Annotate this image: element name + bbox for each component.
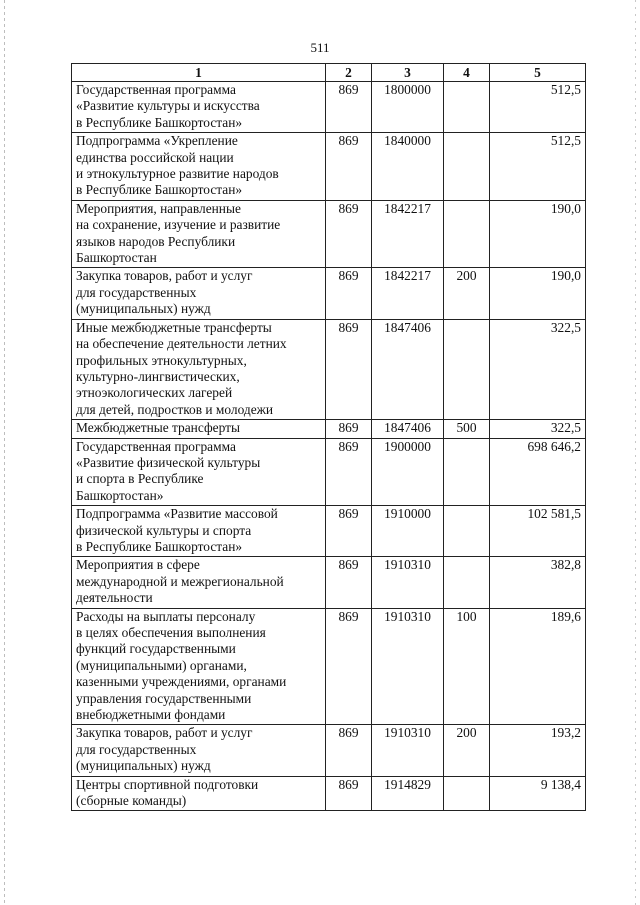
row-name: Государственная программа «Развитие культуры и искусства в Республике Башкортостан» xyxy=(72,82,326,133)
row-amount: 512,5 xyxy=(490,133,586,201)
row-name: Закупка товаров, работ и услуг для государственных (муниципальных) нужд xyxy=(72,268,326,319)
row-target-code: 1910310 xyxy=(372,725,444,776)
row-amount: 9 138,4 xyxy=(490,776,586,811)
row-ministry-code: 869 xyxy=(326,82,372,133)
row-expense-code xyxy=(444,506,490,557)
row-ministry-code: 869 xyxy=(326,438,372,506)
table-row xyxy=(72,319,586,419)
row-expense-code: 200 xyxy=(444,268,490,319)
header-col-1: 1 xyxy=(72,64,326,82)
row-target-code: 1910000 xyxy=(372,506,444,557)
row-ministry-code: 869 xyxy=(326,268,372,319)
row-ministry-code: 869 xyxy=(326,200,372,268)
header-row xyxy=(72,64,586,82)
table-row xyxy=(72,200,586,268)
row-amount: 322,5 xyxy=(490,420,586,438)
row-amount: 190,0 xyxy=(490,200,586,268)
row-expense-code xyxy=(444,776,490,811)
table-row xyxy=(72,506,586,557)
row-target-code: 1910310 xyxy=(372,557,444,608)
table-row xyxy=(72,557,586,608)
row-target-code: 1910310 xyxy=(372,608,444,725)
scan-edge-right xyxy=(635,0,636,905)
row-target-code: 1842217 xyxy=(372,268,444,319)
table-row xyxy=(72,82,586,133)
header-col-3: 3 xyxy=(372,64,444,82)
row-amount: 190,0 xyxy=(490,268,586,319)
page-number: 511 xyxy=(310,40,330,55)
row-amount: 698 646,2 xyxy=(490,438,586,506)
row-name: Иные межбюджетные трансферты на обеспечение деятельности летних профильных этнокультурных, культурно-лингвистических, этноэкологических лагерей для детей, подростков и молодежи xyxy=(72,319,326,419)
row-expense-code: 100 xyxy=(444,608,490,725)
row-amount: 189,6 xyxy=(490,608,586,725)
row-name: Межбюджетные трансферты xyxy=(72,420,326,438)
row-target-code: 1900000 xyxy=(372,438,444,506)
row-ministry-code: 869 xyxy=(326,608,372,725)
row-amount: 382,8 xyxy=(490,557,586,608)
row-name: Подпрограмма «Развитие массовой физической культуры и спорта в Республике Башкортостан» xyxy=(72,506,326,557)
row-amount: 322,5 xyxy=(490,319,586,419)
row-expense-code xyxy=(444,438,490,506)
row-amount: 102 581,5 xyxy=(490,506,586,557)
table-row xyxy=(72,438,586,506)
budget-table xyxy=(71,63,586,811)
row-expense-code xyxy=(444,133,490,201)
header-col-5: 5 xyxy=(490,64,586,82)
row-name: Государственная программа «Развитие физической культуры и спорта в Республике Башкортостан» xyxy=(72,438,326,506)
row-expense-code xyxy=(444,557,490,608)
row-name: Мероприятия, направленные на сохранение, изучение и развитие языков народов Республики Башкортостан xyxy=(72,200,326,268)
row-ministry-code: 869 xyxy=(326,133,372,201)
row-name: Подпрограмма «Укрепление единства российской нации и этнокультурное развитие народов в Республике Башкортостан» xyxy=(72,133,326,201)
table-row xyxy=(72,268,586,319)
row-ministry-code: 869 xyxy=(326,776,372,811)
row-expense-code xyxy=(444,319,490,419)
row-ministry-code: 869 xyxy=(326,506,372,557)
table-row xyxy=(72,420,586,438)
table-row xyxy=(72,608,586,725)
header-col-2: 2 xyxy=(326,64,372,82)
row-name: Расходы на выплаты персоналу в целях обеспечения выполнения функций государственными (муниципальными) органами, казенными учреждениями, органами управления государственными внебюджетными фондами xyxy=(72,608,326,725)
row-expense-code xyxy=(444,82,490,133)
row-name: Мероприятия в сфере международной и межрегиональной деятельности xyxy=(72,557,326,608)
row-target-code: 1842217 xyxy=(372,200,444,268)
row-target-code: 1800000 xyxy=(372,82,444,133)
row-target-code: 1914829 xyxy=(372,776,444,811)
row-amount: 512,5 xyxy=(490,82,586,133)
header-col-4: 4 xyxy=(444,64,490,82)
row-name: Центры спортивной подготовки (сборные команды) xyxy=(72,776,326,811)
row-target-code: 1847406 xyxy=(372,420,444,438)
table-row xyxy=(72,133,586,201)
row-target-code: 1840000 xyxy=(372,133,444,201)
row-name: Закупка товаров, работ и услуг для государственных (муниципальных) нужд xyxy=(72,725,326,776)
row-expense-code: 500 xyxy=(444,420,490,438)
table-row xyxy=(72,725,586,776)
row-amount: 193,2 xyxy=(490,725,586,776)
row-ministry-code: 869 xyxy=(326,319,372,419)
row-ministry-code: 869 xyxy=(326,725,372,776)
row-target-code: 1847406 xyxy=(372,319,444,419)
table-row xyxy=(72,776,586,811)
scan-edge-left xyxy=(4,0,5,905)
row-expense-code xyxy=(444,200,490,268)
row-ministry-code: 869 xyxy=(326,420,372,438)
row-ministry-code: 869 xyxy=(326,557,372,608)
row-expense-code: 200 xyxy=(444,725,490,776)
